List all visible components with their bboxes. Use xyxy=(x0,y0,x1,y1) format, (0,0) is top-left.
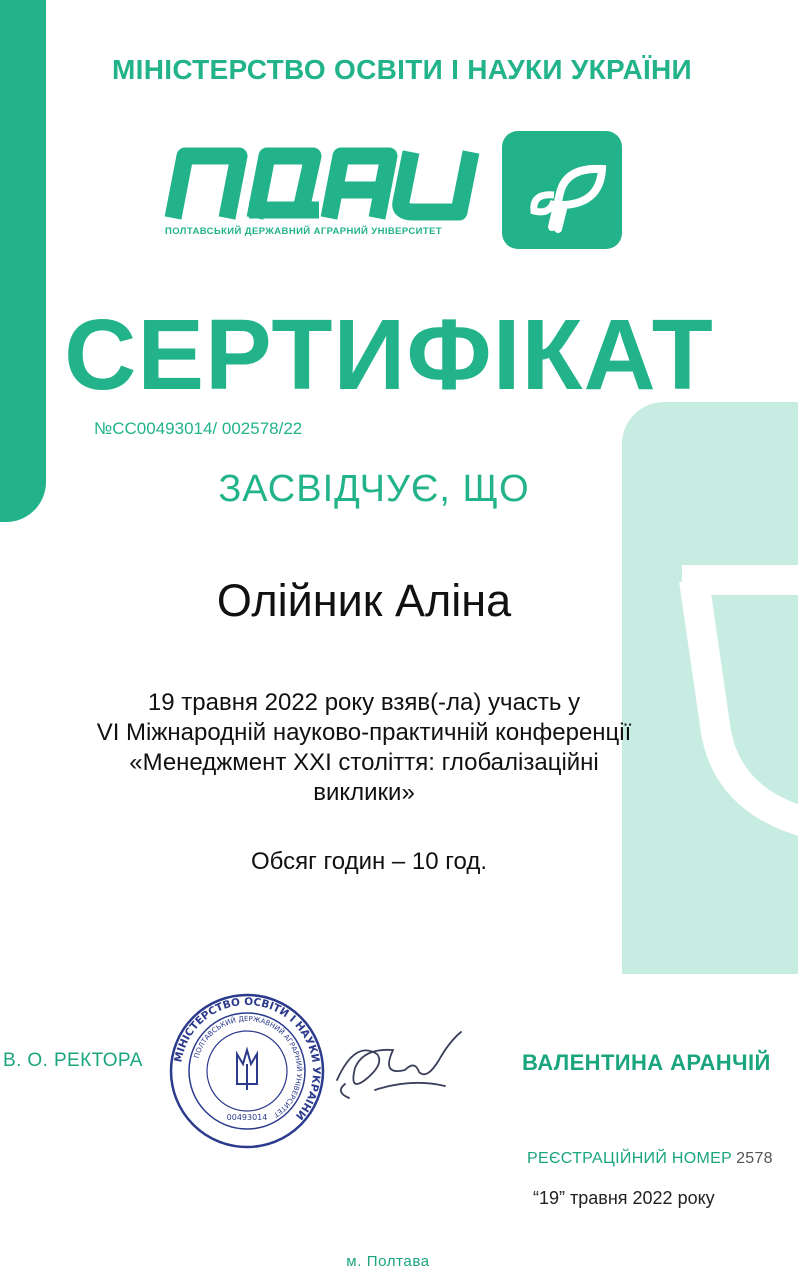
seal-code: 00493014 xyxy=(226,1113,268,1122)
body-line: VI Міжнародній науково-практичній конференції xyxy=(96,719,632,746)
rector-label: В. О. РЕКТОРА xyxy=(3,1050,143,1071)
registration-number xyxy=(527,1150,773,1168)
body-line: 19 травня 2022 року взяв(-ла) участь у xyxy=(147,689,581,716)
reg-label: РЕЄСТРАЦІЙНИЙ НОМЕР xyxy=(527,1150,733,1167)
body-line: виклики» xyxy=(313,779,415,806)
ministry-header: МІНІСТЕРСТВО ОСВІТИ І НАУКИ УКРАЇНИ xyxy=(112,54,692,85)
leaf-icon xyxy=(502,131,622,249)
city-label: м. Полтава xyxy=(346,1253,430,1270)
handwritten-signature xyxy=(315,1020,475,1110)
reg-value: 2578 xyxy=(736,1150,773,1167)
hours-text: Обсяг годин – 10 год. xyxy=(250,848,488,875)
certificate-title: СЕРТИФІКАТ xyxy=(64,299,714,411)
official-seal xyxy=(168,992,326,1150)
logo-subtitle: ПОЛТАВСЬКИЙ ДЕРЖАВНИЙ АГРАРНИЙ УНІВЕРСИТЕТ xyxy=(165,226,443,237)
trident-icon xyxy=(237,1050,257,1090)
recipient-name: Олійник Аліна xyxy=(216,575,512,626)
seal-outer-text: МІНІСТЕРСТВО ОСВІТИ І НАУКИ УКРАЇНИ xyxy=(172,995,323,1122)
body-line: «Менеджмент XXI століття: глобалізаційні xyxy=(129,749,599,776)
issue-date: “19” травня 2022 року xyxy=(533,1188,715,1208)
certifies-heading: ЗАСВІДЧУЄ, ЩО xyxy=(218,468,530,510)
seal-inner-text: ПОЛТАВСЬКИЙ ДЕРЖАВНИЙ АГРАРНИЙ УНІВЕРСИТЕТ xyxy=(192,1014,304,1119)
university-logo-wordmark xyxy=(163,140,483,222)
signer-name: ВАЛЕНТИНА АРАНЧІЙ xyxy=(522,1050,771,1075)
certificate-body xyxy=(0,688,798,808)
certificate-number: №СС00493014/ 002578/22 xyxy=(94,419,303,438)
